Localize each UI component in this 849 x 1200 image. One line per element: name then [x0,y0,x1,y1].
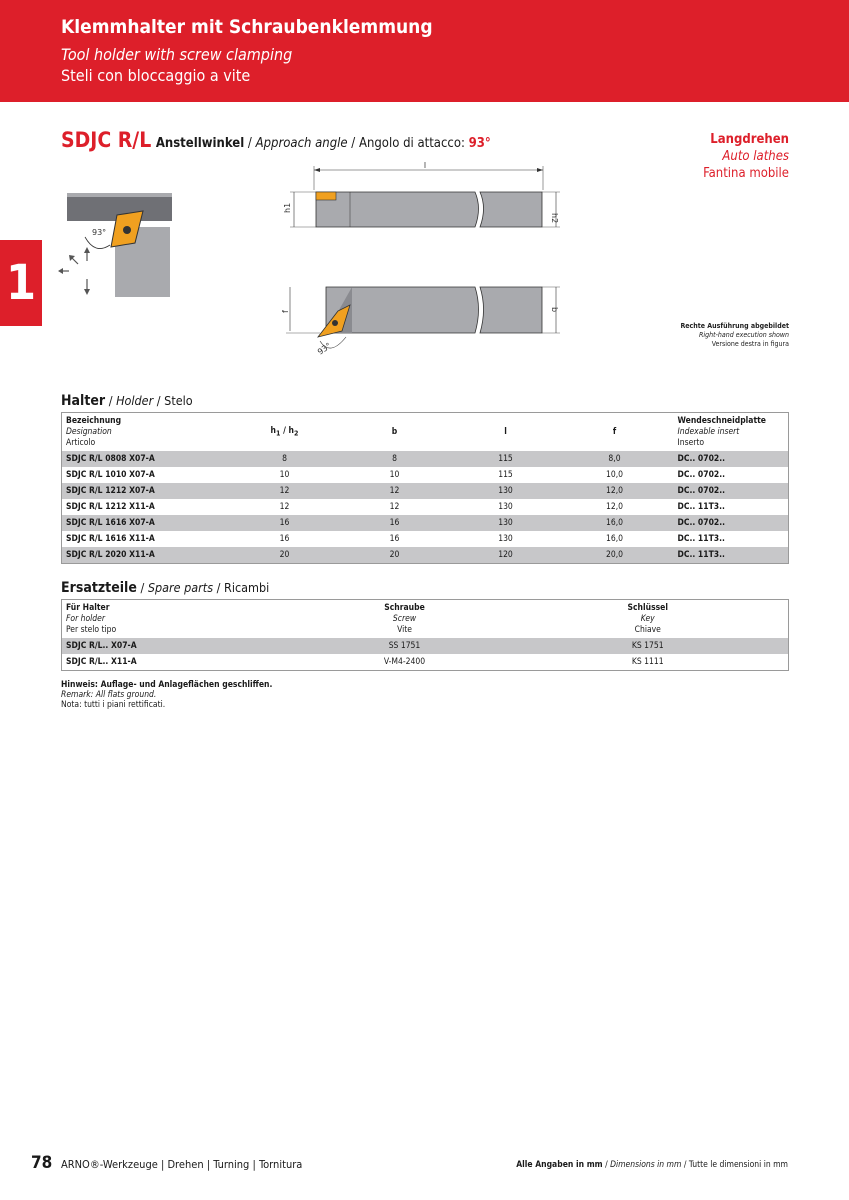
remark [61,680,272,710]
cell-f: 10,0 [605,470,624,480]
holder-section-title [61,393,193,409]
drawing-note [680,322,789,349]
units-de: Alle Angaben in mm [516,1160,603,1170]
page-title-en: Tool holder with screw clamping [61,45,293,64]
cell-designation: SDJC R/L 0808 X07-A [62,451,236,467]
header-key: Schlüssel Key Chiave [627,603,668,635]
dim-f-label: f [281,310,290,313]
cell-insert: DC.. 0702.. [674,451,789,467]
table-row [62,499,789,515]
cell-l: 115 [498,470,513,480]
product-title [61,128,491,152]
cell-f: 16,0 [605,534,624,544]
header-holder: Für Halter For holder Per stelo tipo [66,603,117,635]
cell-l: 115 [456,451,556,467]
footer-breadcrumb: ARNO®-Werkzeuge | Drehen | Turning | Tornitura [61,1158,303,1171]
dim-h2-label: h2 [550,213,559,224]
table-row [62,654,789,671]
cell-l: 130 [498,502,513,512]
cell-h: 20 [236,547,334,564]
cell-holder: SDJC R/L.. X07-A [62,638,302,654]
top-view-drawing [280,275,570,365]
cell-b: 12 [334,483,456,499]
spare-title-en: Spare parts [147,580,214,595]
cell-b: 16 [389,534,400,544]
separator: / [213,580,224,595]
page-title: Klemmhalter mit Schraubenklemmung [61,16,433,38]
cell-f: 12,0 [605,502,624,512]
cell-l: 130 [456,515,556,531]
table-row [62,467,789,483]
cell-b: 12 [389,502,400,512]
note-en: Right-hand execution shown [699,331,789,339]
remark-en: Remark: All flats ground. [61,690,157,700]
application-box [703,131,789,182]
application-en: Auto lathes [722,149,789,164]
cell-insert: DC.. 11T3.. [674,547,789,564]
table-row [62,515,789,531]
separator: / [105,393,117,408]
angle-label: 93° [92,228,107,237]
cell-insert: DC.. 0702.. [677,470,726,480]
separator: / [602,1160,611,1170]
application-it: Fantina mobile [703,166,789,181]
approach-angle-label-it: / Angolo di attacco: [347,136,469,151]
header-b: b [391,427,398,437]
angle-label-top: 93° [315,341,333,357]
cell-h: 16 [279,534,290,544]
cell-h: 8 [236,451,334,467]
dim-b-label: b [550,307,559,313]
note-de: Rechte Ausführung abgebildet [680,322,789,330]
header-l: l [504,427,507,437]
cell-insert: DC.. 11T3.. [677,502,725,512]
cell-f: 16,0 [556,515,674,531]
holder-side-shape [316,192,479,227]
cell-f: 12,0 [556,483,674,499]
remark-de: Hinweis: Auflage- und Anlageflächen geschliffen. [61,680,273,690]
page-number: 78 [31,1153,53,1173]
cell-screw: V-M4-2400 [383,657,426,667]
dim-l-label: l [423,161,427,170]
table-row [62,638,789,654]
cell-b: 20 [334,547,456,564]
holder-title-de: Halter [61,393,106,409]
side-view-drawing [280,158,570,243]
header-banner [0,0,849,102]
header-f: f [612,427,617,437]
table-header-row [62,413,789,452]
product-code: SDJC R/L [61,128,152,152]
application-de: Langdrehen [710,132,789,147]
cell-b: 10 [389,470,400,480]
cell-f: 8,0 [556,451,674,467]
header-insert: Wendeschneidplatte Indexable insert Inserto [677,416,766,448]
cell-h: 16 [236,515,334,531]
table-row [62,483,789,499]
cell-b: 16 [334,515,456,531]
cell-insert: DC.. 0702.. [674,515,789,531]
units-en: Dimensions in mm [610,1160,682,1170]
approach-angle-label-en: Approach angle [255,136,348,151]
arrow-down-icon [84,289,90,295]
cell-insert: DC.. 11T3.. [677,534,725,544]
holder-title-en: Holder [116,393,154,408]
cell-holder: SDJC R/L.. X11-A [66,657,137,667]
arrow-left-icon [58,268,63,274]
chapter-tab: 1 [0,240,42,326]
cell-h: 10 [279,470,290,480]
cell-insert: DC.. 0702.. [674,483,789,499]
holder-title-it: Stelo [164,393,193,408]
footer-units [516,1160,788,1170]
table-row [62,547,789,564]
spare-section-title [61,580,269,596]
cell-screw: SS 1751 [302,638,508,654]
approach-angle-value: 93° [468,136,491,151]
note-it: Versione destra in figura [711,340,789,348]
page-title-it: Steli con bloccaggio a vite [61,66,251,85]
separator: / [136,580,148,595]
spare-title-it: Ricambi [224,580,270,595]
header-screw: Schraube Screw Vite [384,603,425,635]
cell-l: 120 [456,547,556,564]
cell-h: 12 [236,483,334,499]
cell-designation: SDJC R/L 1616 X11-A [66,534,155,544]
table-row [62,531,789,547]
remark-it: Nota: tutti i piani rettificati. [61,700,166,710]
approach-angle-label: Anstellwinkel [155,136,245,151]
separator: / [244,136,256,151]
cell-h: 12 [279,502,290,512]
spare-title-de: Ersatzteile [61,580,137,596]
dim-h1-label: h1 [283,202,292,213]
cell-b: 8 [334,451,456,467]
cell-f: 20,0 [556,547,674,564]
machining-sketch [55,185,185,305]
cell-l: 130 [456,483,556,499]
cell-designation: SDJC R/L 1616 X07-A [62,515,236,531]
spare-parts-table [61,599,789,671]
cell-designation: SDJC R/L 2020 X11-A [62,547,236,564]
separator: / [153,393,165,408]
cell-l: 130 [498,534,513,544]
cell-designation: SDJC R/L 1010 X07-A [66,470,155,480]
cell-designation: SDJC R/L 1212 X11-A [66,502,155,512]
arrow-up-icon [84,247,90,253]
header-designation: Bezeichnung Designation Articolo [66,416,122,448]
cell-key: KS 1111 [631,657,664,667]
units-it: Tutte le dimensioni in mm [688,1160,788,1170]
insert-side-shape [316,192,336,200]
cell-designation: SDJC R/L 1212 X07-A [62,483,236,499]
cell-key: KS 1751 [508,638,789,654]
header-h1-h2: $h_1 / h_2$ [270,426,299,438]
holder-table [61,412,789,564]
separator: / [681,1160,689,1170]
table-header-row [62,600,789,639]
table-row [62,451,789,467]
